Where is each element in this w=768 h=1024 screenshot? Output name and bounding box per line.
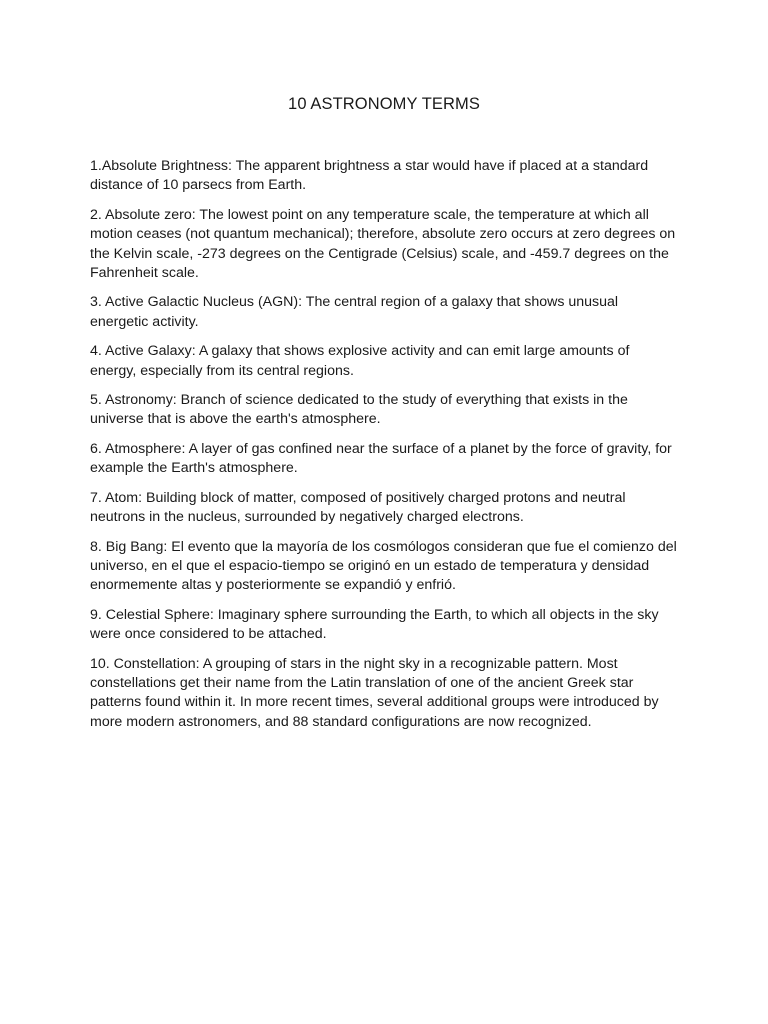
document-title: 10 ASTRONOMY TERMS xyxy=(288,95,480,113)
term-absolute-zero: 2. Absolute zero: The lowest point on any temperature scale, the temperature at which all motion ceases (not quantum mechanical); therefore, absolute zero occurs at zero degrees on the Kelvin scale, -273 degrees on the Centigrade (Celsius) scale, and -459.7 degrees on the Fahrenheit scale. xyxy=(90,206,676,282)
term-absolute-brightness: 1.Absolute Brightness: The apparent brightness a star would have if placed at a standard distance of 10 parsecs from Earth. xyxy=(90,158,649,194)
term-active-galactic-nucleus: 3. Active Galactic Nucleus (AGN): The central region of a galaxy that shows unusual energetic activity. xyxy=(90,294,619,330)
term-big-bang: 8. Big Bang: El evento que la mayoría de los cosmólogos consideran que fue el comienzo del universo, en el que el espacio-tiempo se originó en un estado de temperatura y densidad enormemente altas y posteriormente se expandió y enfrió. xyxy=(90,538,677,594)
term-list xyxy=(90,157,678,732)
term-atmosphere: 6. Atmosphere: A layer of gas confined near the surface of a planet by the force of gravity, for example the Earth's atmosphere. xyxy=(90,440,672,477)
term-astronomy: 5. Astronomy: Branch of science dedicated to the study of everything that exists in the universe that is above the earth's atmosphere. xyxy=(90,392,628,428)
term-constellation: 10. Constellation: A grouping of stars in the night sky in a recognizable pattern. Most constellations get their name from the Latin translation of one of the ancient Greek star patterns found within it. In more recent times, several additional groups were introduced by more modern astronomers, and 88 standard configurations are now recognized. xyxy=(90,655,659,730)
term-celestial-sphere: 9. Celestial Sphere: Imaginary sphere surrounding the Earth, to which all objects in the sky were once considered to be attached. xyxy=(90,606,659,643)
term-active-galaxy: 4. Active Galaxy: A galaxy that shows explosive activity and can emit large amounts of energy, especially from its central regions. xyxy=(90,343,630,379)
term-atom: 7. Atom: Building block of matter, composed of positively charged protons and neutral neutrons in the nucleus, surrounded by negatively charged electrons. xyxy=(90,489,626,526)
